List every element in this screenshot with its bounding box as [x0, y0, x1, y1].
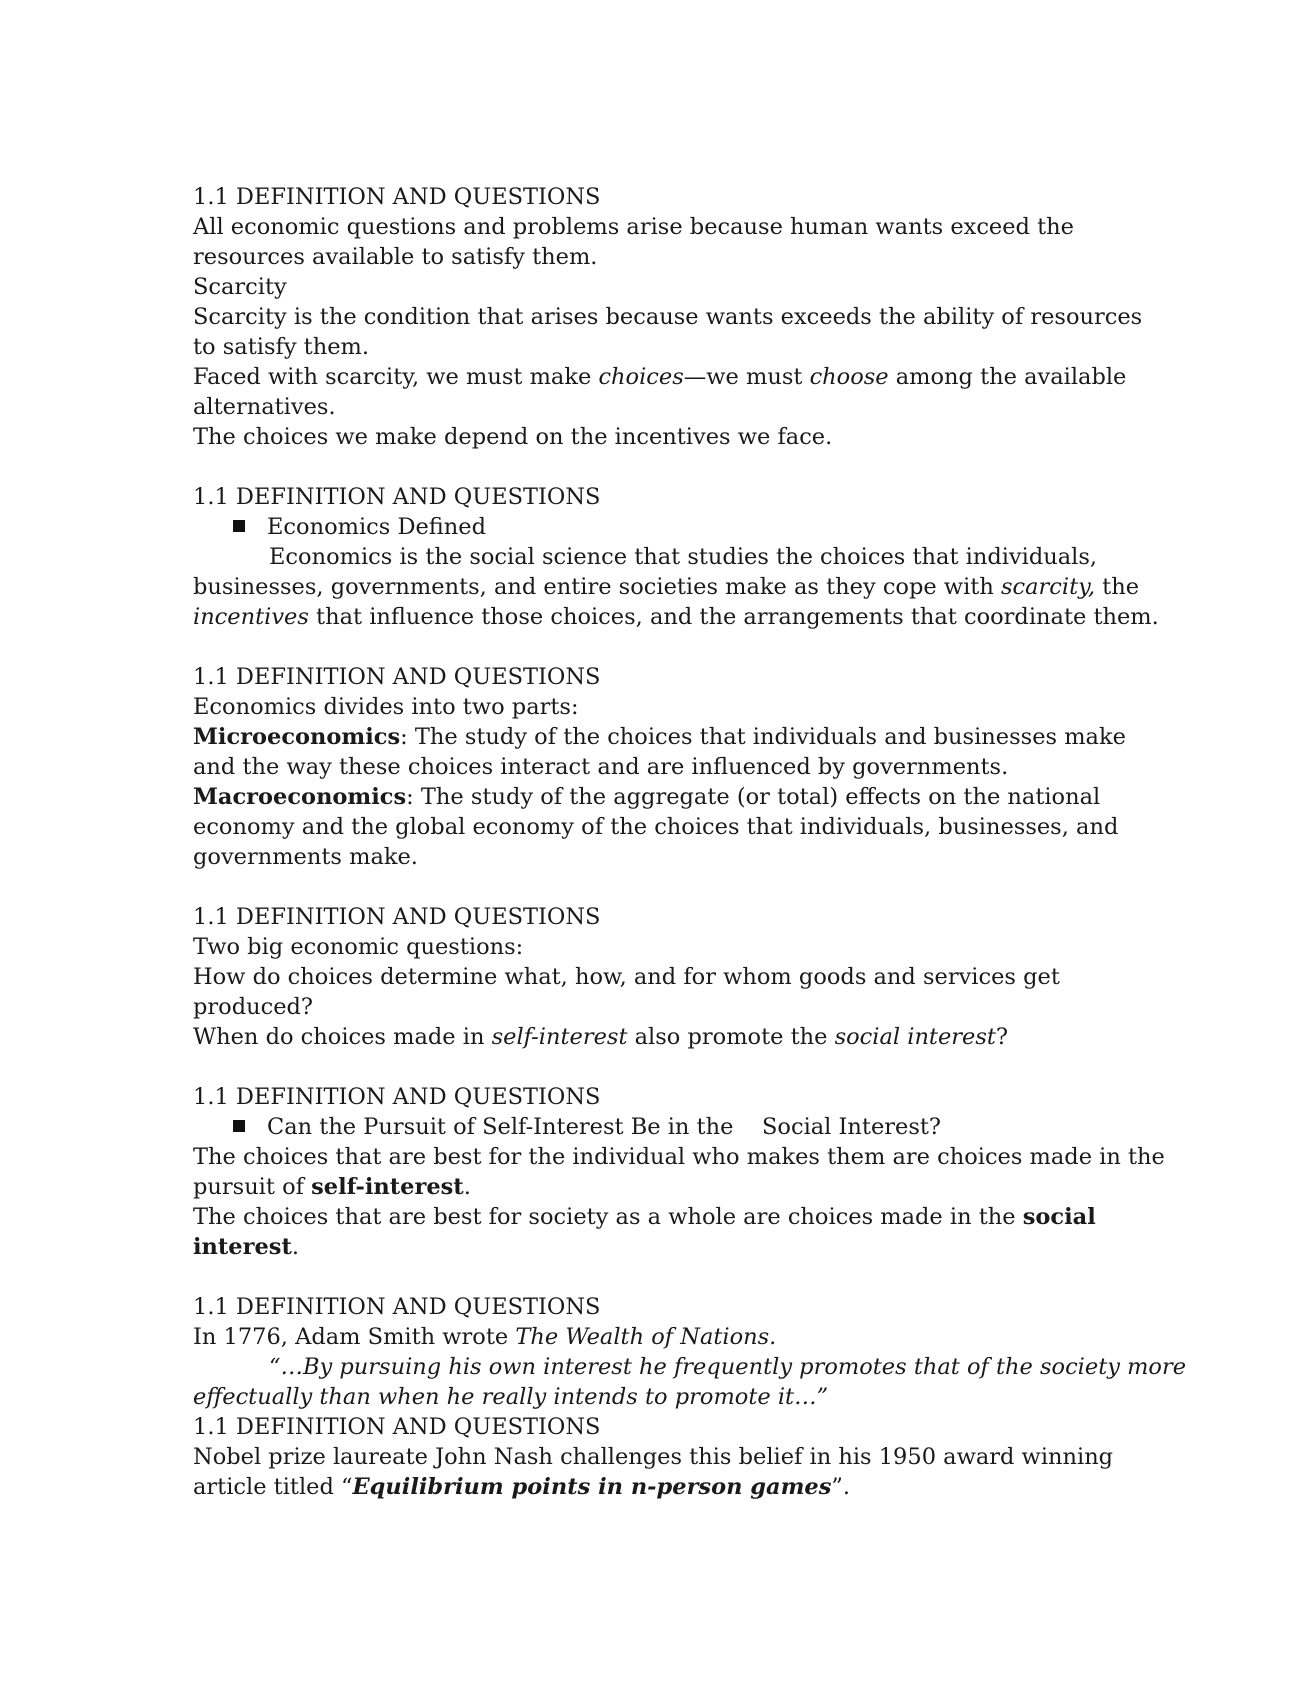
paragraph-line: interest. [193, 1234, 300, 1260]
choices-line: Faced with scarcity, we must make choices—we must choose among the available [193, 364, 1127, 390]
paragraph-line: Two big economic questions: [193, 934, 524, 960]
paragraph-line: pursuit of self-interest. [193, 1174, 471, 1200]
paragraph-line: governments make. [193, 844, 418, 870]
section-john-nash [193, 1412, 1123, 1502]
section-self-interest [193, 1082, 1165, 1262]
paragraph-line: Scarcity is the condition that arises because wants exceeds the ability of resources [193, 304, 1143, 330]
section-heading: 1.1 DEFINITION AND QUESTIONS [193, 664, 601, 690]
paragraph-line: Economics divides into two parts: [193, 694, 579, 720]
paragraph-line: to satisfy them. [193, 334, 370, 360]
scarcity-subheading: Scarcity [193, 274, 287, 300]
paragraph-line: economy and the global economy of the choices that individuals, businesses, and [193, 814, 1119, 840]
section-heading: 1.1 DEFINITION AND QUESTIONS [193, 484, 601, 510]
question-line: produced? [193, 994, 313, 1020]
paragraph-line: All economic questions and problems arise because human wants exceed the [193, 214, 1074, 240]
section-scarcity [193, 182, 1143, 452]
section-big-questions [193, 902, 1123, 1052]
macroeconomics-line: Macroeconomics: The study of the aggregate (or total) effects on the national [193, 784, 1101, 810]
section-heading: 1.1 DEFINITION AND QUESTIONS [193, 1084, 601, 1110]
square-bullet-icon [233, 520, 245, 532]
section-heading: 1.1 DEFINITION AND QUESTIONS [193, 1294, 601, 1320]
square-bullet-icon [233, 1120, 245, 1132]
question-line: When do choices made in self-interest also promote the social interest? [193, 1024, 1009, 1050]
section-adam-smith [193, 1292, 1187, 1412]
section-economics-defined [193, 482, 1159, 632]
bullet-item: Can the Pursuit of Self-Interest Be in the Social Interest? [193, 1112, 1123, 1142]
paragraph-line: The choices we make depend on the incentives we face. [193, 424, 833, 450]
paragraph-line: article titled “Equilibrium points in n-person games”. [193, 1474, 851, 1500]
section-heading: 1.1 DEFINITION AND QUESTIONS [193, 1414, 601, 1440]
section-heading: 1.1 DEFINITION AND QUESTIONS [193, 184, 601, 210]
quote-line: effectually than when he really intends to promote it…” [193, 1384, 829, 1410]
question-line: How do choices determine what, how, and for whom goods and services get [193, 964, 1060, 990]
section-two-parts [193, 662, 1126, 872]
paragraph-line: Nobel prize laureate John Nash challenges this belief in his 1950 award winning [193, 1444, 1114, 1470]
bullet-item: Economics Defined [193, 512, 1123, 542]
paragraph-line: and the way these choices interact and are influenced by governments. [193, 754, 1009, 780]
paragraph-line: In 1776, Adam Smith wrote The Wealth of Nations. [193, 1324, 777, 1350]
definition-line: Economics is the social science that studies the choices that individuals, [269, 544, 1098, 570]
paragraph-line: The choices that are best for society as a whole are choices made in the social [193, 1204, 1096, 1230]
section-heading: 1.1 DEFINITION AND QUESTIONS [193, 904, 601, 930]
microeconomics-line: Microeconomics: The study of the choices that individuals and businesses make [193, 724, 1126, 750]
paragraph-line: resources available to satisfy them. [193, 244, 598, 270]
paragraph-line: alternatives. [193, 394, 336, 420]
definition-line: businesses, governments, and entire societies make as they cope with scarcity, the [193, 574, 1140, 600]
document-page [193, 182, 1187, 1502]
quote-line: “…By pursuing his own interest he frequently promotes that of the society more [269, 1354, 1187, 1380]
definition-line: incentives that influence those choices, and the arrangements that coordinate them. [193, 604, 1159, 630]
paragraph-line: The choices that are best for the individual who makes them are choices made in the [193, 1144, 1165, 1170]
